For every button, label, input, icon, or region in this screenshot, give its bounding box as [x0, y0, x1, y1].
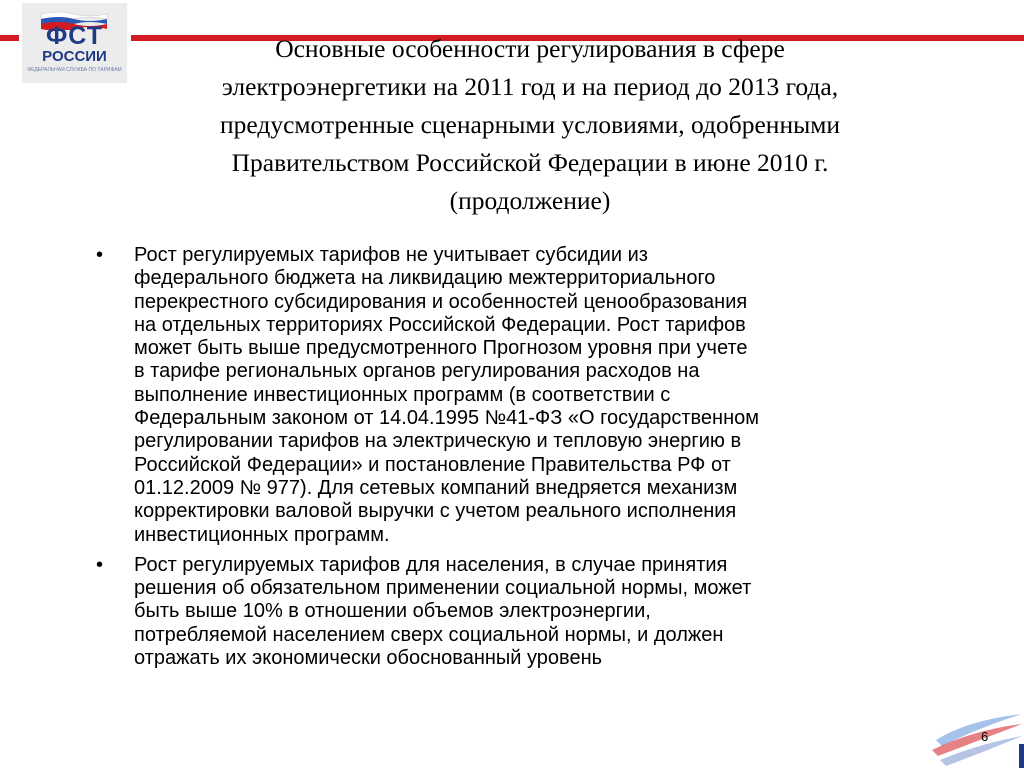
logo-subtitle: РОССИИ [42, 48, 107, 65]
page-number: 6 [981, 729, 989, 744]
bullet-item [96, 554, 956, 670]
bullet-line: Федеральным законом от 14.04.1995 №41-ФЗ «О государственном [134, 407, 759, 430]
title-line: (продолжение) [449, 186, 611, 215]
bullet-line: федерального бюджета на ликвидацию межтерриториального [134, 267, 716, 290]
title-line: электроэнергетики на 2011 год и на период до 2013 года, [221, 72, 839, 101]
header-red-line-left [0, 35, 19, 41]
title-line: Правительством Российской Федерации в июне 2010 г. [231, 148, 829, 177]
bullet-line: в тарифе региональных органов регулирования расходов на [134, 360, 700, 383]
bullet-marker: • [96, 244, 104, 266]
bullet-line: может быть выше предусмотренного Прогнозом уровня при учете [134, 337, 748, 360]
decorative-swoosh-icon [928, 700, 1024, 768]
bullet-line: на отдельных территориях Российской Федерации. Рост тарифов [134, 313, 746, 336]
bullet-line: быть выше 10% в отношении объемов электроэнергии, [134, 600, 651, 623]
logo-caption: ФЕДЕРАЛЬНАЯ СЛУЖБА ПО ТАРИФАМ [27, 67, 122, 73]
bullet-line: корректировки валовой выручки с учетом реального исполнения [134, 500, 737, 523]
bullet-marker: • [96, 553, 104, 576]
bullet-item [96, 244, 956, 547]
bullet-list [96, 244, 956, 677]
bullet-line: Рост регулируемых тарифов не учитывает субсидии из [134, 244, 648, 266]
logo-title: ФСТ [45, 22, 104, 50]
title-line: Основные особенности регулирования в сфере [275, 34, 785, 63]
bullet-line: инвестиционных программ. [134, 523, 390, 546]
bullet-line: перекрестного субсидирования и особенностей ценообразования [134, 290, 748, 313]
bullet-line: отражать их экономически обоснованный уровень [134, 647, 603, 670]
bullet-line: регулировании тарифов на электрическую и тепловую энергию в [134, 430, 742, 453]
slide-title [130, 30, 930, 220]
bullet-line: потребляемой населением сверх социальной нормы, и должен [134, 623, 724, 646]
fst-logo [22, 3, 127, 83]
title-line: предусмотренные сценарными условиями, одобренными [219, 110, 841, 139]
bullet-line: выполнение инвестиционных программ (в соответствии с [134, 383, 671, 406]
bullet-line: Российской Федерации» и постановление Правительства РФ от [134, 453, 731, 476]
bullet-line: 01.12.2009 № 977). Для сетевых компаний внедряется механизм [134, 476, 738, 499]
corner-mark [1019, 744, 1024, 768]
bullet-line: Рост регулируемых тарифов для населения, в случае принятия [134, 553, 728, 576]
bullet-line: решения об обязательном применении социальной нормы, может [134, 577, 752, 600]
